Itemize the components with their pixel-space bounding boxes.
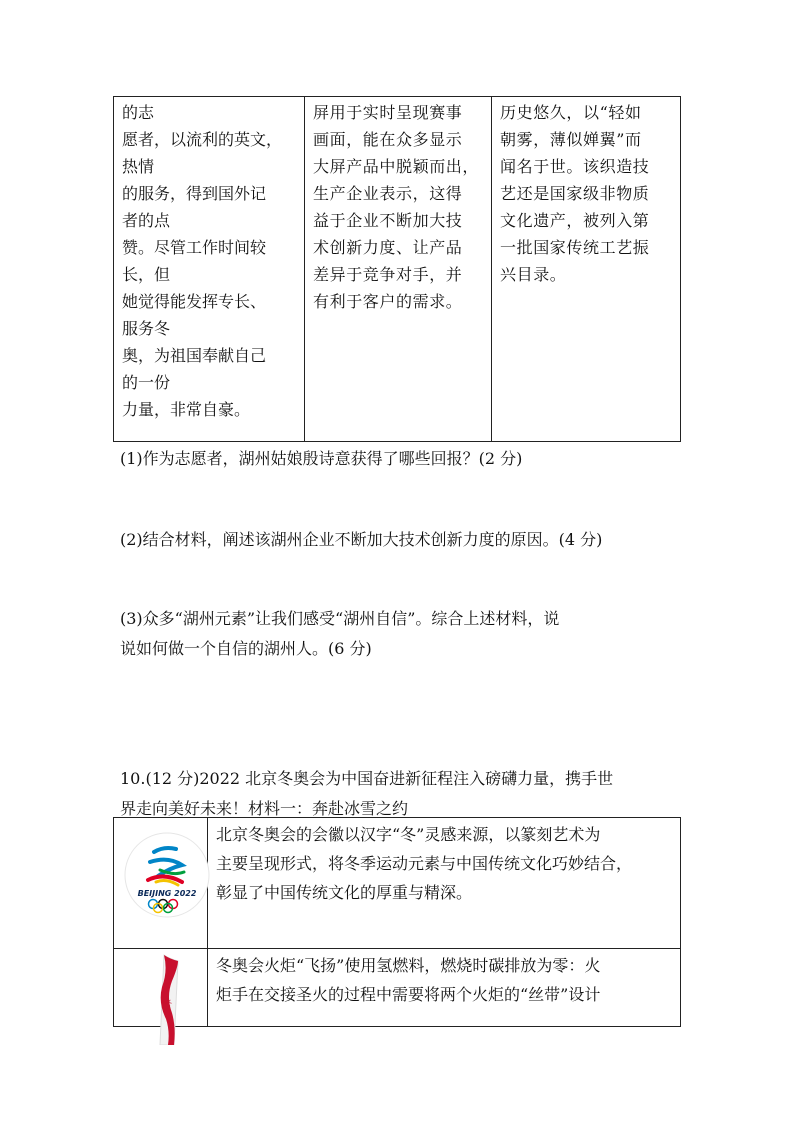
text-line: 闻名于世。该织造技 [500,157,650,176]
text-line: 她觉得能发挥专长、 [122,292,267,311]
text-line: 有利于客户的需求。 [313,292,463,311]
text-line: 愿者，以流利的英文， [122,130,283,149]
text-line: 大屏产品中脱颖而出， [313,157,480,176]
text-line: 差异于竞争对手，并 [313,265,463,284]
text-line: 主要呈现形式，将冬季运动元素与中国传统文化巧妙结合， [216,854,633,873]
text-line: 术创新力度、让产品 [313,238,463,257]
text-line: 画面，能在众多显示 [313,130,463,149]
question-3-line: 说如何做一个自信的湖州人。(6 分) [120,639,372,658]
text-line: 的志 [122,103,155,122]
text-line: 长，但 [122,265,171,284]
text-line: 益于企业不断加大技 [313,211,463,230]
text-line: 服务冬 [122,319,171,338]
text-line: 赞。尽管工作时间较 [122,238,267,257]
text-line: 屏用于实时呈现赛事 [313,103,463,122]
text-line: 冬奥会火炬“飞扬”使用氢燃料，燃烧时碳排放为零：火 [216,956,601,975]
question-10-line: 10.(12 分)2022 北京冬奥会为中国奋进新征程注入磅礴力量，携手世 [120,769,614,788]
question-2: (2)结合材料，阐述该湖州企业不断加大技术创新力度的原因。(4 分) [120,530,603,549]
emblem-description-cell [208,818,681,949]
enterprise-cell [305,97,492,442]
text-line: 北京冬奥会的会徽以汉字“冬”灵感来源，以篆刻艺术为 [216,825,601,844]
question-1: (1)作为志愿者，湖州姑娘殷诗意获得了哪些回报？(2 分) [120,449,523,468]
text-line: 朝雾，薄似婵翼”而 [500,130,642,149]
silk-craft-cell [492,97,681,442]
svg-text:冬: 冬 [165,999,172,1007]
beijing-2022-emblem-image [124,832,210,918]
torch-description-cell [208,949,681,1027]
text-line: 的服务，得到国外记 [122,184,267,203]
question-3-line: (3)众多“湖州元素”让我们感受“湖州自信”。综合上述材料，说 [120,609,560,628]
text-line: 文化遗产，被列入第 [500,211,650,230]
olympics-material-table [113,817,681,1027]
material-table [113,96,681,442]
question-10-line: 界走向美好未来！材料一：奔赴冰雪之约 [120,799,409,818]
text-line: 历史悠久，以“轻如 [500,103,642,122]
text-line: 炬手在交接圣火的过程中需要将两个火炬的“丝带”设计 [216,985,601,1004]
torch-cell [114,949,208,1027]
torch-image [148,953,188,1045]
question-3 [120,604,680,664]
text-line: 力量，非常自豪。 [122,400,251,419]
text-line: 一批国家传统工艺振 [500,238,650,257]
text-line: 彰显了中国传统文化的厚重与精深。 [216,883,473,902]
text-line: 者的点 [122,211,171,230]
text-line: 奥，为祖国奉献自己 [122,346,267,365]
volunteer-cell [114,97,305,442]
emblem-cell [114,818,208,949]
emblem-caption: BEIJING 2022 [137,889,197,898]
text-line: 艺还是国家级非物质 [500,184,650,203]
text-line: 的一份 [122,373,171,392]
text-line: 热情 [122,157,155,176]
question-10-intro [120,764,680,824]
text-line: 生产企业表示，这得 [313,184,463,203]
text-line: 兴目录。 [500,265,567,284]
